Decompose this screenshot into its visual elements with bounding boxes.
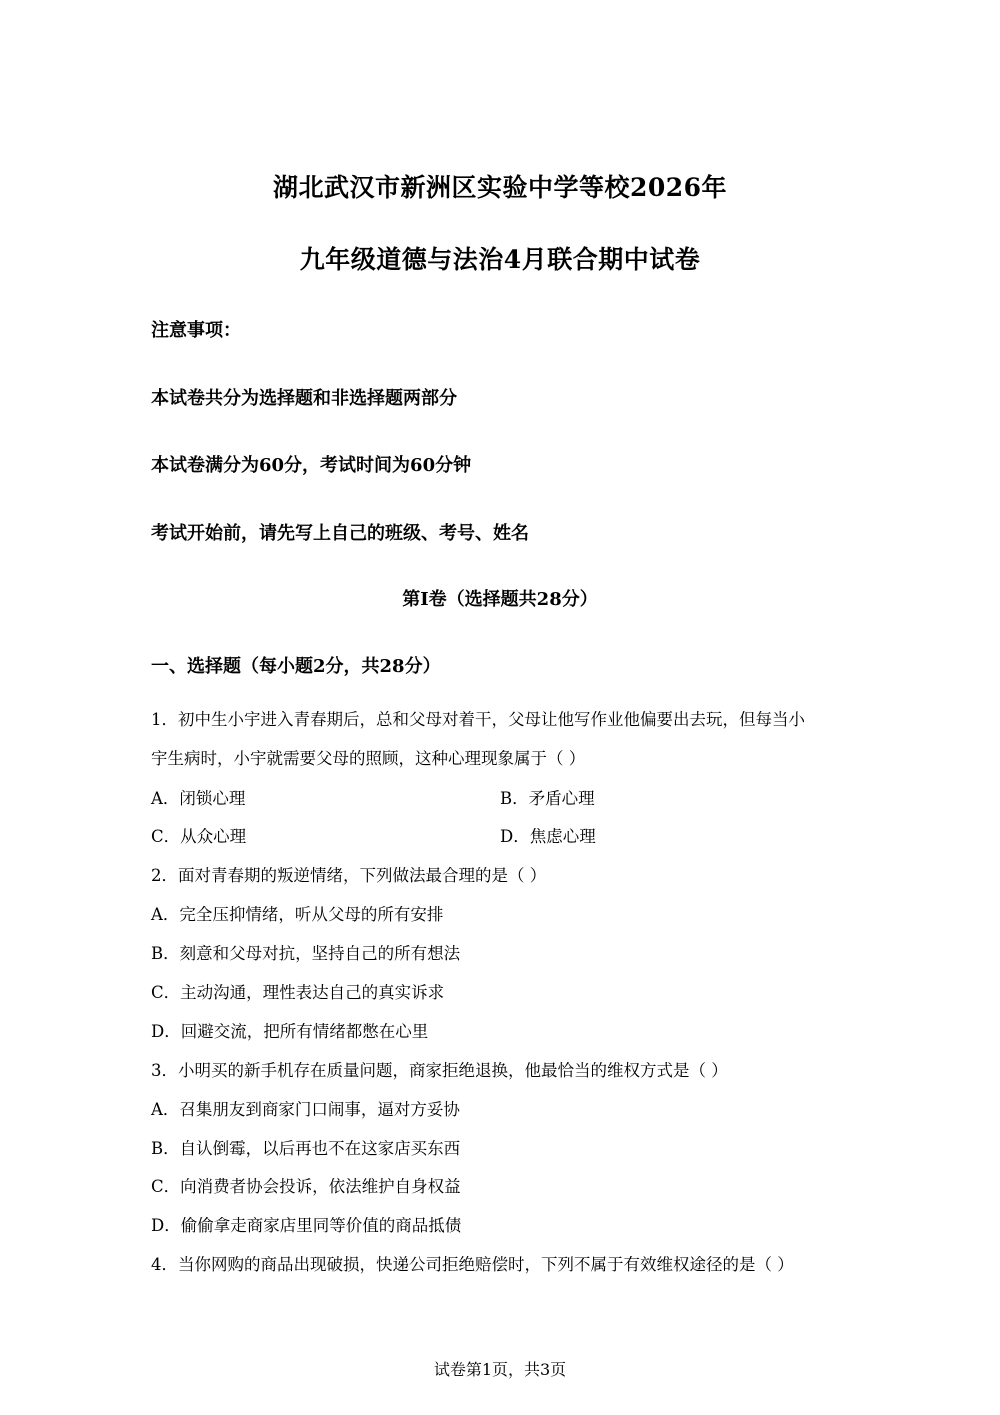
question-2-stem: 2．面对青春期的叛逆情绪，下列做法最合理的是（ ） [151, 866, 547, 885]
question-3-option-b: B．自认倒霉，以后再也不在这家店买东西 [151, 1139, 461, 1158]
question-3-option-d: D．偷偷拿走商家店里同等价值的商品抵债 [151, 1216, 462, 1235]
notice-heading: 注意事项： [151, 320, 241, 341]
question-2-option-d: D．回避交流，把所有情绪都憋在心里 [151, 1022, 429, 1041]
section-heading: 一、选择题（每小题2分，共28分） [151, 656, 441, 677]
notice-item-1: 本试卷共分为选择题和非选择题两部分 [151, 388, 457, 409]
question-2-option-a: A．完全压抑情绪，听从父母的所有安排 [151, 905, 444, 924]
question-1-stem-line2: 宇生病时，小宇就需要父母的照顾，这种心理现象属于（ ） [151, 749, 586, 768]
question-1-option-c: C．从众心理 [151, 827, 247, 846]
question-1-option-a: A．闭锁心理 [151, 789, 246, 808]
page-footer: 试卷第1页，共3页 [433, 1360, 567, 1379]
question-1-option-d: D．焦虑心理 [500, 827, 596, 846]
question-2-option-b: B．刻意和父母对抗，坚持自己的所有想法 [151, 944, 461, 963]
question-1-option-b: B．矛盾心理 [500, 789, 595, 808]
question-2-option-c: C．主动沟通，理性表达自己的真实诉求 [151, 983, 445, 1002]
notice-item-2: 本试卷满分为60分，考试时间为60分钟 [151, 455, 472, 476]
exam-title-line2: 九年级道德与法治4月联合期中试卷 [299, 245, 701, 274]
question-3-option-a: A．召集朋友到商家门口闹事，逼对方妥协 [151, 1100, 460, 1119]
part-heading: 第I卷（选择题共28分） [402, 589, 598, 610]
question-1-stem-line1: 1．初中生小宇进入青春期后，总和父母对着干，父母让他写作业他偏要出去玩，但每当小 [151, 710, 805, 729]
question-3-stem: 3．小明买的新手机存在质量问题，商家拒绝退换，他最恰当的维权方式是（ ） [151, 1061, 728, 1080]
exam-title-line1: 湖北武汉市新洲区实验中学等校2026年 [272, 173, 728, 202]
notice-item-3: 考试开始前，请先写上自己的班级、考号、姓名 [151, 523, 529, 544]
question-3-option-c: C．向消费者协会投诉，依法维护自身权益 [151, 1177, 461, 1196]
question-4-stem: 4．当你网购的商品出现破损，快递公司拒绝赔偿时，下列不属于有效维权途径的是（ ） [151, 1255, 794, 1274]
